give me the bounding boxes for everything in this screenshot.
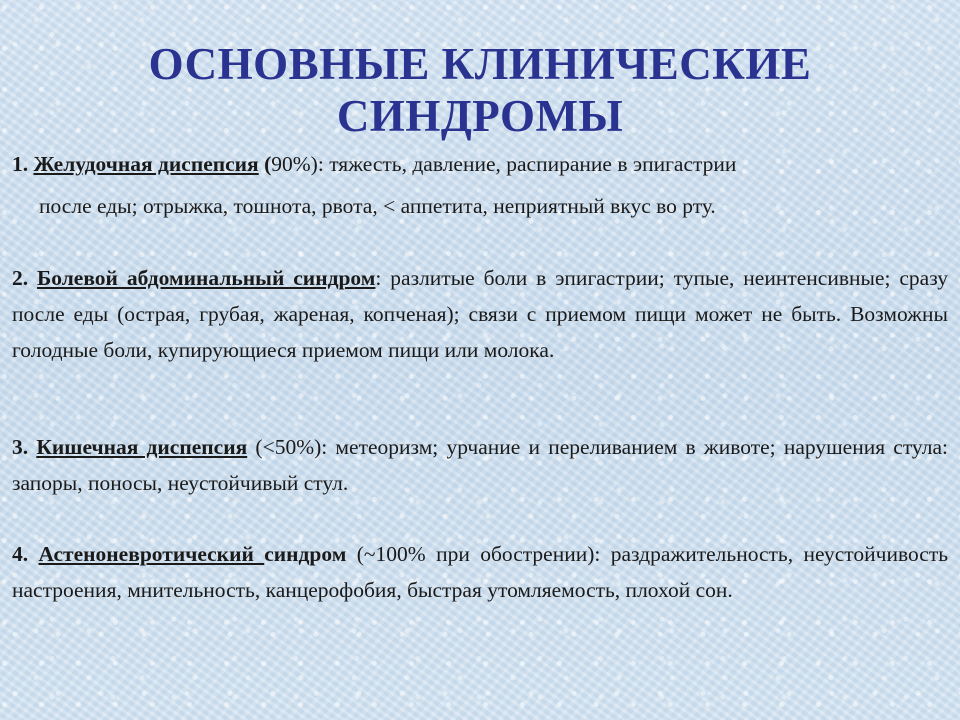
item-text: (<50%): метеоризм; урчание и переливанием в животе; нарушения стула: запоры, поносы, неустойчивый стул. bbox=[12, 435, 948, 495]
syndrome-item-3 bbox=[12, 429, 948, 501]
page-title: ОСНОВНЫЕ КЛИНИЧЕСКИЕ СИНДРОМЫ bbox=[148, 39, 812, 141]
item-text: : разлитые боли в эпигастрии; тупые, неинтенсивные; сразу после еды (острая, грубая, жареная, копченая); связи с приемом пищи может не быть. Возможны голодные боли, купирующиеся приемом пищи или молока. bbox=[12, 266, 948, 362]
item-term: Кишечная диспепсия bbox=[36, 435, 248, 459]
item-text-line1: : тяжесть, давление, распирание в эпигастрии bbox=[317, 152, 737, 176]
item-percent: 90% bbox=[271, 152, 311, 176]
item-term: Болевой абдоминальный синдром bbox=[37, 266, 376, 290]
item-number: 3. bbox=[12, 435, 29, 459]
item-number: 4. bbox=[12, 542, 29, 566]
item-term: Желудочная диспепсия bbox=[33, 152, 259, 176]
syndrome-item-4 bbox=[12, 536, 948, 608]
item-number: 1. bbox=[12, 152, 29, 176]
item-percent-open: ( bbox=[264, 152, 272, 176]
item-percent-close: ) bbox=[310, 152, 318, 176]
syndrome-item-1 bbox=[12, 146, 948, 224]
item-number: 2. bbox=[12, 266, 29, 290]
item-text-line2: после еды; отрыжка, тошнота, рвота, < аппетита, неприятный вкус во рту. bbox=[39, 194, 716, 218]
syndrome-item-2 bbox=[12, 260, 948, 368]
item-term-rest: синдром bbox=[264, 542, 347, 566]
item-text: (~100% при обострении): раздражительность, неустойчивость настроения, мнительность, канцерофобия, быстрая утомляемость, плохой сон. bbox=[12, 542, 949, 602]
item-term: Астеноневротический bbox=[38, 542, 265, 566]
